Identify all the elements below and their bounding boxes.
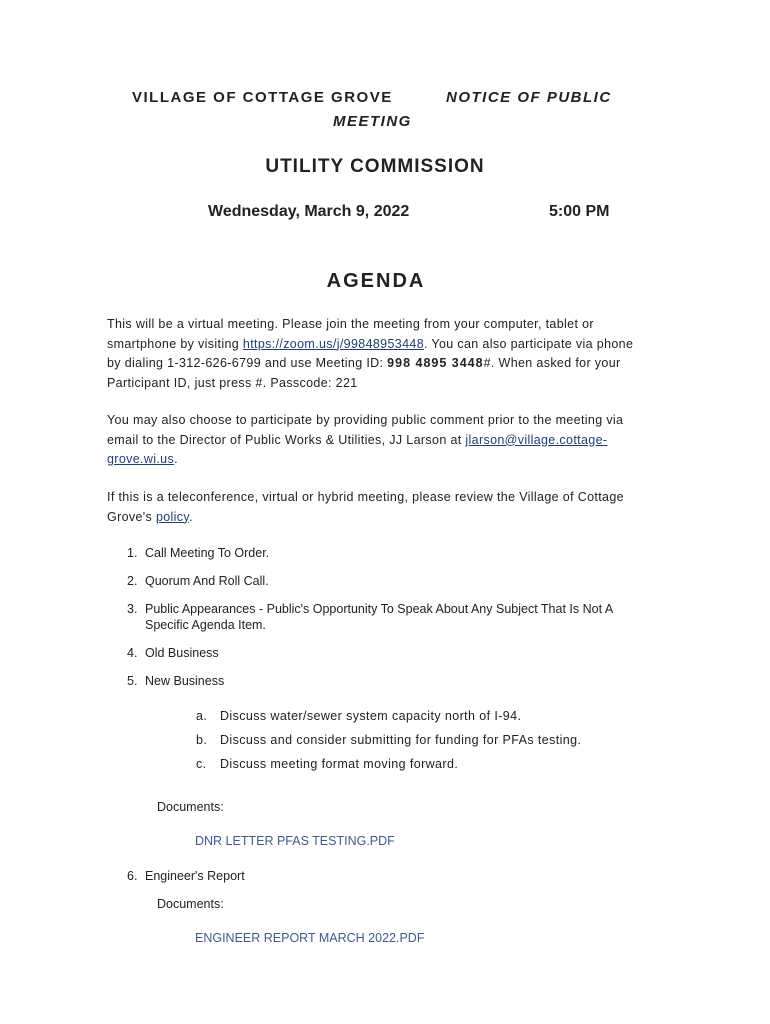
sub-item-text: Discuss and consider submitting for funding for PFAs testing. bbox=[220, 733, 582, 747]
item-text: Quorum And Roll Call. bbox=[145, 574, 269, 588]
header-village-name: VILLAGE OF COTTAGE GROVE bbox=[132, 89, 393, 106]
documents-label: Documents: bbox=[157, 897, 224, 911]
sub-item-text: Discuss meeting format moving forward. bbox=[220, 757, 459, 771]
commission-title: UTILITY COMMISSION bbox=[265, 156, 485, 177]
item-text: Old Business bbox=[145, 646, 219, 660]
meeting-id: 998 4895 3448 bbox=[387, 356, 484, 370]
zoom-link[interactable]: https://zoom.us/j/99848953448 bbox=[242, 336, 424, 351]
item-number: 2. bbox=[127, 574, 138, 588]
documents-label: Documents: bbox=[157, 800, 224, 814]
sub-item-letter: b. bbox=[196, 733, 208, 747]
item-text: New Business bbox=[145, 674, 225, 688]
item-number: 5. bbox=[127, 674, 138, 688]
intro-text: This will be a virtual meeting. Please join the meeting from your computer, tablet or smartphone by visiting bbox=[107, 317, 594, 351]
meeting-date: Wednesday, March 9, 2022 bbox=[208, 203, 410, 220]
virtual-meeting-paragraph bbox=[107, 315, 647, 393]
sub-item-text: Discuss water/sewer system capacity north of I-94. bbox=[220, 709, 522, 723]
public-comment-paragraph bbox=[107, 411, 647, 470]
header-notice-title: NOTICE OF PUBLIC bbox=[446, 89, 612, 106]
item-number: 1. bbox=[127, 546, 138, 560]
policy-link[interactable]: policy bbox=[155, 509, 190, 524]
comment-text: . bbox=[174, 452, 178, 466]
item-number: 6. bbox=[127, 869, 138, 883]
document-link-engineer-report[interactable]: ENGINEER REPORT MARCH 2022.PDF bbox=[195, 931, 425, 945]
sub-item-letter: a. bbox=[196, 709, 208, 723]
policy-text: . bbox=[189, 509, 193, 524]
sub-item-letter: c. bbox=[196, 757, 207, 771]
intro-text: #. When asked for your Participant ID, just press #. Passcode: 221 bbox=[107, 356, 621, 390]
item-number: 4. bbox=[127, 646, 138, 660]
item-text: Engineer's Report bbox=[145, 869, 245, 883]
agenda-title: AGENDA bbox=[326, 270, 426, 292]
document-link-dnr-letter[interactable]: DNR LETTER PFAS TESTING.PDF bbox=[195, 834, 395, 848]
comment-text: You may also choose to participate by providing public comment prior to the meeting via email to the Director of Public Works & Utilities, JJ Larson at bbox=[107, 413, 624, 447]
intro-text: . You can also participate via phone by dialing 1-312-626-6799 and use Meeting ID: bbox=[107, 336, 634, 370]
header-notice-title-continued: MEETING bbox=[333, 113, 412, 130]
item-text: Public Appearances - Public's Opportunity To Speak About Any Subject That Is Not A Specific Agenda Item. bbox=[145, 602, 613, 632]
email-link[interactable]: jlarson@village.cottage-grove.wi.us bbox=[107, 432, 608, 466]
policy-paragraph bbox=[107, 488, 647, 527]
policy-text: If this is a teleconference, virtual or hybrid meeting, please review the Village of Cottage Grove's bbox=[107, 490, 624, 524]
item-text: Call Meeting To Order. bbox=[145, 546, 270, 560]
meeting-time: 5:00 PM bbox=[549, 203, 610, 220]
item-number: 3. bbox=[127, 602, 138, 616]
